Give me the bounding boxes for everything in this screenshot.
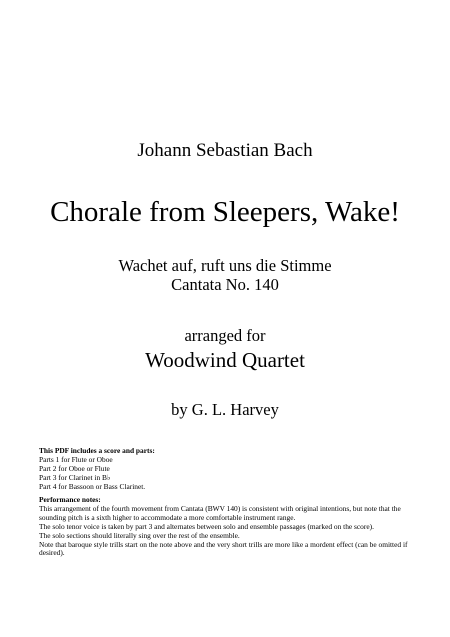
performance-notes-section xyxy=(39,496,424,558)
part-item: Part 2 for Oboe or Flute xyxy=(39,463,110,473)
performance-note: Note that baroque style trills start on the note above and the very short trills are more like a mordent effect (can be omitted if desired). xyxy=(39,539,408,558)
part-item: Part 3 for Clarinet in B♭ xyxy=(39,472,111,482)
arranger-credit: by G. L. Harvey xyxy=(171,400,279,419)
part-item: Parts 1 for Flute or Oboe xyxy=(39,454,113,464)
performance-note: This arrangement of the fourth movement from Cantata (BWV 140) is consistent with original intentions, but note that the sounding pitch is a sixth higher to accommodate a more comfortable instrument range. xyxy=(39,503,401,522)
arranged-for-label: arranged for xyxy=(184,326,266,345)
ensemble-name: Woodwind Quartet xyxy=(145,348,305,372)
german-subtitle: Wachet auf, ruft uns die Stimme xyxy=(118,256,332,275)
part-item: Part 4 for Bassoon or Bass Clarinet. xyxy=(39,481,146,491)
composer-name: Johann Sebastian Bach xyxy=(137,140,313,161)
performance-note: The solo tenor voice is taken by part 3 and alternates between solo and ensemble passages (marked on the score). xyxy=(39,521,374,531)
contents-heading: This PDF includes a score and parts: xyxy=(39,446,155,455)
cantata-subtitle: Cantata No. 140 xyxy=(171,275,279,294)
page-title: Chorale from Sleepers, Wake! xyxy=(50,196,400,228)
performance-notes-heading: Performance notes: xyxy=(39,495,101,504)
performance-note: The solo sections should literally sing over the rest of the ensemble. xyxy=(39,530,240,540)
contents-section xyxy=(39,447,424,492)
